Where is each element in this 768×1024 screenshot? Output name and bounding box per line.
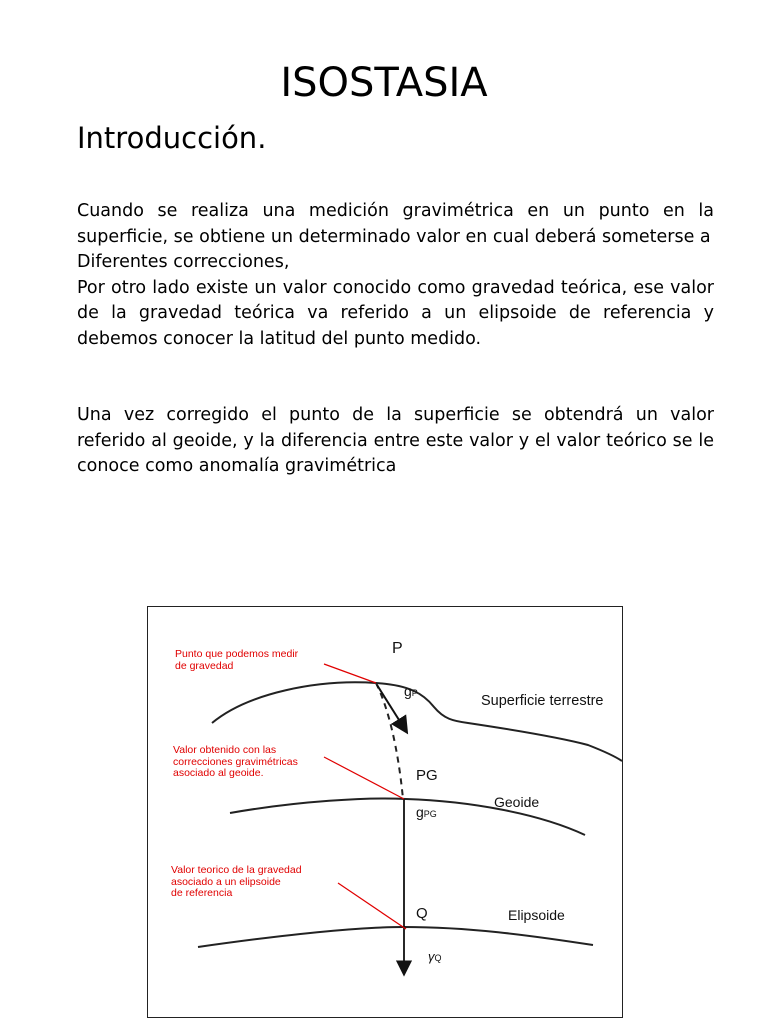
note-theoretical-value: Valor teorico de la gravedad asociado a un elipsoide de referencia: [171, 864, 302, 899]
label-gp: gP: [404, 683, 418, 699]
label-geoid: Geoide: [494, 794, 540, 810]
plumb-line: [376, 683, 403, 799]
label-q: Q: [416, 905, 428, 922]
ellipsoid-curve: [198, 927, 593, 947]
gravity-diagram: [147, 606, 623, 1018]
label-surface: Superficie terrestre: [481, 693, 604, 709]
label-gpg: gPG: [416, 804, 437, 820]
label-pg: PG: [416, 767, 438, 784]
paragraph-line: Diferentes correcciones,: [77, 252, 290, 272]
paragraph-line: Por otro lado existe un valor conocido como gravedad teórica, ese valor de la gravedad teórica va referido a un elipsoide de referencia y debemos conocer la latitud del punto medido.: [77, 277, 714, 349]
section-heading: Introducción.: [77, 121, 267, 155]
label-ellipsoid: Elipsoide: [508, 907, 565, 923]
note-measured-point: Punto que podemos medir de gravedad: [175, 648, 299, 672]
page-title: ISOSTASIA: [280, 60, 488, 106]
note3-leader: [338, 883, 406, 929]
note1-leader: [324, 664, 376, 683]
note-geoid-value: Valor obtenido con las correcciones gravimétricas asociado al geoide.: [173, 744, 298, 779]
paragraph-line: Cuando se realiza una medición gravimétrica en un punto en la superficie, se obtiene un determinado valor en cual deberá someterse a: [77, 201, 714, 247]
label-p: P: [392, 640, 403, 657]
note2-leader: [324, 757, 404, 799]
intro-paragraph: [77, 199, 714, 352]
anomaly-paragraph: Una vez corregido el punto de la superficie se obtendrá un valor referido al geoide, y la diferencia entre este valor y el valor teórico se le conoce como anomalía gravimétrica: [77, 405, 714, 476]
label-gamma-q: γQ: [428, 949, 442, 964]
